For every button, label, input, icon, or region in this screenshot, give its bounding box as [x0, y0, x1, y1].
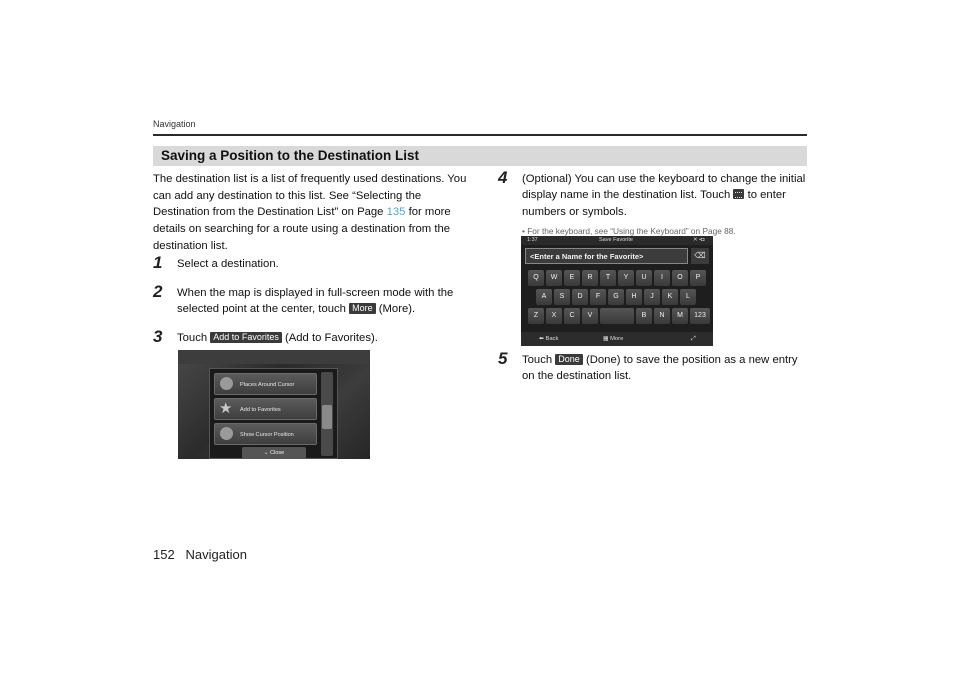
header-rule [153, 134, 807, 136]
key-b[interactable]: B [636, 308, 652, 324]
cursor-position-icon [220, 427, 233, 440]
star-icon: ★ [219, 400, 233, 417]
key-v[interactable]: V [582, 308, 598, 324]
key-p[interactable]: P [690, 270, 706, 286]
key-q[interactable]: Q [528, 270, 544, 286]
key-e[interactable]: E [564, 270, 580, 286]
key-r[interactable]: R [582, 270, 598, 286]
menu-item-add-to-favorites[interactable]: ★ Add to Favorites [214, 398, 317, 420]
keyboard-icon: ▦ [603, 336, 611, 342]
pin-icon [220, 377, 233, 390]
chevron-down-icon: ⌄ [263, 450, 269, 456]
step-text-after: (Add to Favorites). [284, 332, 378, 344]
key-h[interactable]: H [626, 289, 642, 305]
key-g[interactable]: G [608, 289, 624, 305]
bullet: • [522, 226, 528, 237]
key-n[interactable]: N [654, 308, 670, 324]
section-title: Saving a Position to the Destination List [161, 148, 420, 163]
back-arrow-icon: ⬅ [539, 336, 546, 342]
key-k[interactable]: K [662, 289, 678, 305]
step-number: 5 [498, 349, 508, 368]
step-text: (Optional) You can use the keyboard to change the initial display name in the destination list. Touch [522, 173, 806, 202]
clock: 1:37 [527, 237, 538, 243]
key-l[interactable]: L [680, 289, 696, 305]
cursor-menu-panel [209, 368, 338, 459]
step-text-after: (Done) to save the position as a new entry on the destination list. [522, 354, 798, 383]
menu-item-show-cursor-position[interactable]: Show Cursor Position [214, 423, 317, 445]
key-t[interactable]: T [600, 270, 616, 286]
key-c[interactable]: C [564, 308, 580, 324]
key-a[interactable]: A [536, 289, 552, 305]
page-number: 152 [153, 547, 175, 562]
intro-text-1: The destination list is a list of frequently used destinations. You can add any destination to this list. See “Selecting the Destination from the Destination List” on Page [153, 173, 467, 219]
backspace-key[interactable]: ⌫ [691, 248, 709, 264]
step-text: Select a destination. [177, 258, 279, 270]
step-3 [153, 327, 473, 346]
keyboard-123-icon[interactable] [733, 189, 744, 199]
key-f[interactable]: F [590, 289, 606, 305]
step-text: When the map is displayed in full-screen mode with the selected point at the center, touch [177, 287, 454, 316]
key-w[interactable]: W [546, 270, 562, 286]
key-z[interactable]: Z [528, 308, 544, 324]
step-number: 1 [153, 253, 163, 272]
intro-text-2: for more details on searching for a route using a destination from the destination list. [153, 206, 451, 252]
keyboard-top-bar [521, 236, 713, 245]
favorite-name-input[interactable]: <Enter a Name for the Favorite> [525, 248, 688, 264]
running-header: Navigation [153, 119, 196, 129]
key-o[interactable]: O [672, 270, 688, 286]
add-to-favorites-button[interactable]: Add to Favorites [210, 332, 282, 343]
menu-scroll-thumb[interactable] [322, 405, 332, 429]
hide-keyboard-icon[interactable]: ⤢ [691, 336, 696, 342]
step-text-after: to enter numbers or symbols. [522, 189, 786, 218]
key-u[interactable]: U [636, 270, 652, 286]
key-space[interactable] [600, 308, 634, 324]
close-button[interactable]: ⌄ Close [242, 447, 306, 459]
done-button[interactable]: Done [555, 354, 583, 365]
status-icons: ✕ •◘ [693, 237, 705, 243]
step-number: 3 [153, 327, 163, 346]
footer-section: Navigation [185, 547, 247, 562]
key-123[interactable]: 123 [690, 308, 710, 324]
step-text-after: (More). [378, 303, 416, 316]
step-5 [498, 349, 810, 385]
step-text: Touch [177, 332, 208, 344]
page-link-135[interactable]: 135 [386, 206, 406, 219]
key-s[interactable]: S [554, 289, 570, 305]
intro-paragraph [153, 171, 473, 255]
keyboard-bottom-bar [521, 332, 713, 346]
back-button[interactable]: ⬅ Back [539, 336, 559, 342]
step-4 [498, 168, 810, 237]
page-footer [153, 547, 247, 562]
key-d[interactable]: D [572, 289, 588, 305]
more-button-keyboard[interactable]: ▦ More [603, 336, 624, 342]
step-number: 2 [153, 282, 163, 301]
screen-title: Save Favorite [599, 237, 633, 243]
menu-item-places-around-cursor[interactable]: Places Around Cursor [214, 373, 317, 395]
step-text: Touch [522, 354, 553, 366]
keyboard-screenshot [521, 236, 713, 346]
key-i[interactable]: I [654, 270, 670, 286]
menu-screenshot [178, 350, 370, 459]
step-1 [153, 253, 473, 272]
more-button[interactable]: More [349, 303, 376, 314]
step-number: 4 [498, 168, 508, 187]
key-m[interactable]: M [672, 308, 688, 324]
key-y[interactable]: Y [618, 270, 634, 286]
map-top-band [178, 350, 370, 364]
key-j[interactable]: J [644, 289, 660, 305]
step-2 [153, 282, 463, 318]
key-x[interactable]: X [546, 308, 562, 324]
keyboard-note: • For the keyboard, see “Using the Keyboard” on Page 88. [522, 226, 736, 237]
